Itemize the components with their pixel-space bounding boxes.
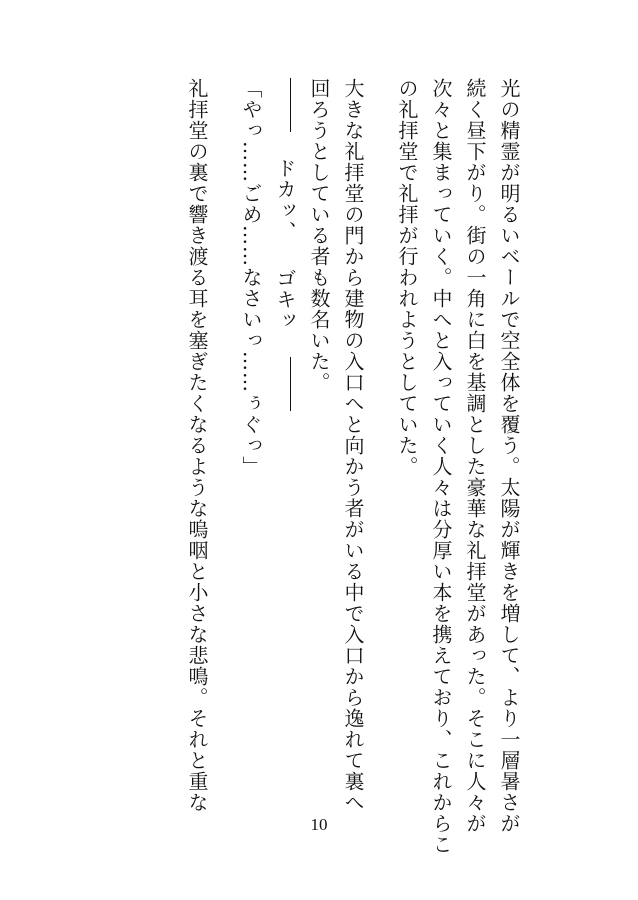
text-line: 礼拝堂の裏で響き渡る耳を塞ぎたくなるような嗚咽と小さな悲鳴。それと重な (185, 78, 209, 813)
sfx-right: ゴキッ (273, 268, 297, 331)
sfx-left: ドカッ、 (273, 158, 297, 242)
text-line: の礼拝堂で礼拝が行われようとしていた。 (395, 78, 419, 477)
text-line: 続く昼下がり。街の一角に白を基調とした豪華な礼拝堂があった。そこに人々が (463, 78, 487, 834)
dash-rule (290, 357, 292, 411)
page-number: 10 (310, 815, 328, 834)
text-line: 光の精霊が明るいベールで空全体を覆う。太陽が輝きを増して、より一層暑さが (497, 78, 521, 834)
sound-effect-line (268, 78, 302, 798)
text-line: 大きな礼拝堂の門から建物の入口へと向かう者がいる中で入口から逸れて裏へ (341, 78, 365, 813)
text-line: 回ろうとしている者も数名いた。 (307, 78, 331, 393)
dash-rule (290, 78, 292, 132)
dialogue-line: 「やっ……ごめ……なさいっ……ぅぐっ」 (239, 78, 263, 477)
text-line: 次々と集まっていく。中へと入っていく人々は分厚い本を携えており、これからこ (429, 78, 453, 855)
